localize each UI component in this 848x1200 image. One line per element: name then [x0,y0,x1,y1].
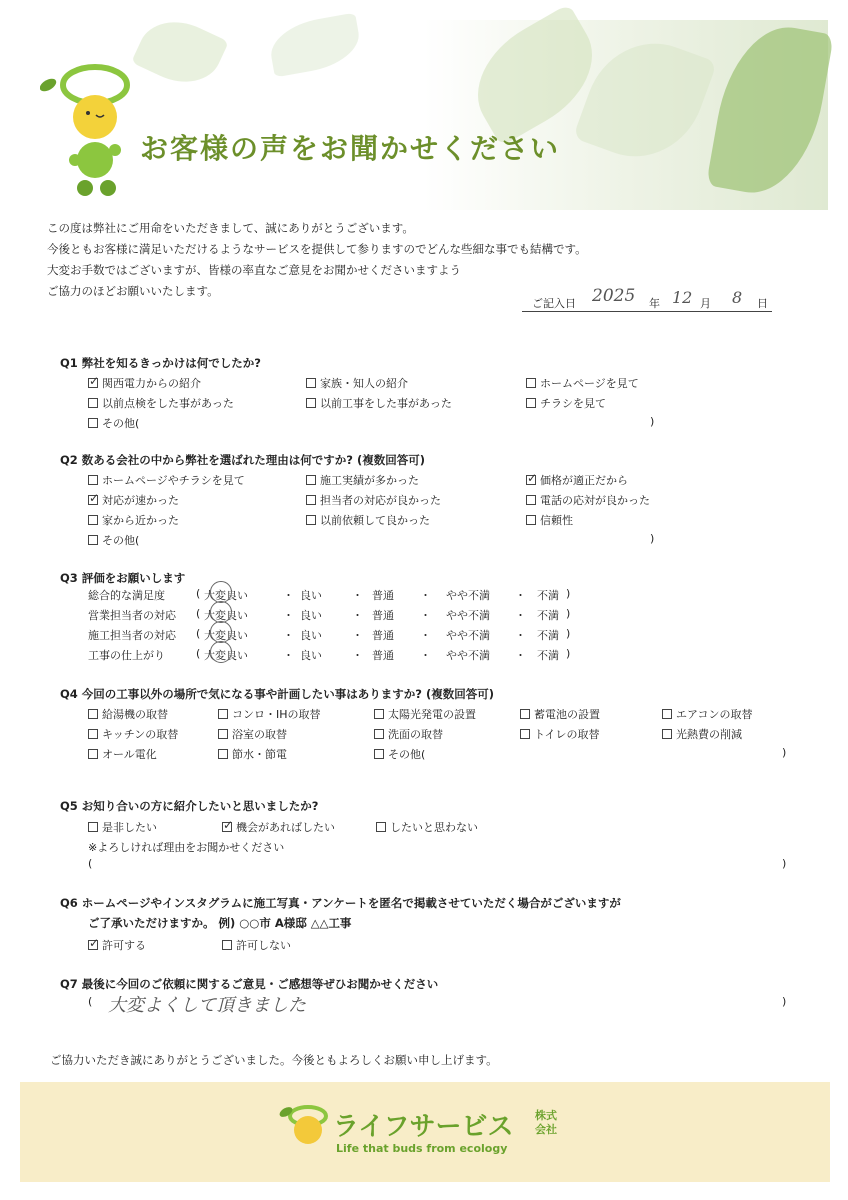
q2-option-other[interactable] [88,532,139,548]
rating-separator: ・ [352,609,363,622]
q2-option[interactable] [306,472,419,488]
rating-close-paren: ) [566,627,571,640]
option-label: 施工実績が多かった [320,474,419,487]
rating-row-label: 工事の仕上がり [88,649,165,662]
checkbox-icon[interactable] [218,729,228,739]
rating-option[interactable]: やや不満 [446,649,490,662]
option-label: 電話の応対が良かった [540,494,650,507]
date-day[interactable]: 8 [732,288,743,307]
rating-separator: ・ [283,649,294,662]
option-label: ホームページを見て [540,377,639,390]
checkbox-icon[interactable] [222,940,232,950]
rating-separator: ・ [283,589,294,602]
option-label: 関西電力からの紹介 [102,377,201,390]
option-label: 許可する [102,939,146,952]
checkbox-checked-icon[interactable] [526,475,536,485]
q2-close-paren: ) [650,532,655,545]
option-label: 蓄電池の設置 [534,708,600,721]
rating-option[interactable]: 普通 [372,589,394,602]
brand-name: ライフサービス [333,1112,514,1142]
date-label: ご記入日 [532,297,576,310]
rating-option[interactable]: 大変良い [204,589,248,602]
rating-circle-mark [210,621,232,643]
checkbox-icon[interactable] [662,729,672,739]
rating-circle-mark [210,581,232,603]
checkbox-checked-icon[interactable] [222,822,232,832]
date-month-unit: 月 [700,297,711,310]
q2-option[interactable] [306,512,430,528]
q2-option[interactable] [88,492,179,508]
q1-option[interactable] [526,375,639,391]
q1-option[interactable] [306,395,452,411]
q4-option[interactable] [218,726,287,742]
rating-close-paren: ) [566,587,571,600]
option-label: オール電化 [102,748,157,761]
checkbox-checked-icon[interactable] [88,940,98,950]
date-year-unit: 年 [649,297,660,310]
q5-open-paren: ( [88,857,93,870]
intro-line: 今後ともお客様に満足いただけるようなサービスを提供して参りますのでどんな些細な事でも結構です。 [47,242,587,256]
rating-option[interactable]: やや不満 [446,589,490,602]
rating-separator: ・ [283,629,294,642]
checkbox-icon[interactable] [526,495,536,505]
rating-option[interactable]: 普通 [372,649,394,662]
rating-option[interactable]: やや不満 [446,609,490,622]
q2-option[interactable] [306,492,441,508]
q4-option[interactable] [88,706,168,722]
rating-option[interactable]: 不満 [537,609,559,622]
option-label: ホームページやチラシを見て [102,474,245,487]
option-label: 太陽光発電の設置 [388,708,476,721]
q4-option[interactable] [520,726,599,742]
rating-separator: ・ [515,589,526,602]
option-label: その他( [388,748,426,761]
q1-option[interactable] [88,375,201,391]
checkbox-icon[interactable] [376,822,386,832]
checkbox-icon[interactable] [520,709,530,719]
option-label: 是非したい [102,821,157,834]
option-label: 許可しない [236,939,291,952]
q5-option[interactable] [88,819,157,835]
q5-close-paren: ) [782,857,787,870]
option-label: チラシを見て [540,397,606,410]
intro-line: この度は弊社にご用命をいただきまして、誠にありがとうございます。 [47,221,414,235]
rating-separator: ・ [420,609,431,622]
option-label: 給湯機の取替 [102,708,168,721]
rating-option[interactable]: 良い [300,609,322,622]
q4-option[interactable] [662,726,742,742]
checkbox-icon[interactable] [374,709,384,719]
checkbox-icon[interactable] [218,749,228,759]
checkbox-icon[interactable] [88,709,98,719]
q4-option[interactable] [520,706,600,722]
q7-close-paren: ) [782,995,787,1008]
checkbox-icon[interactable] [218,709,228,719]
q4-option[interactable] [88,746,157,762]
checkbox-icon[interactable] [88,535,98,545]
q7-question: Q7 最後に今回のご依頼に関するご意見・ご感想等ぜひお聞かせください [60,977,439,991]
q5-reason-field[interactable] [100,855,775,871]
checkbox-icon[interactable] [374,749,384,759]
option-label: コンロ・IHの取替 [232,708,321,721]
q3-question: Q3 評価をお願いします [60,571,186,585]
q1-option[interactable] [88,395,234,411]
checkbox-icon[interactable] [88,418,98,428]
q1-question: Q1 弊社を知るきっかけは何でしたか? [60,356,261,370]
checkbox-icon[interactable] [88,515,98,525]
q4-question: Q4 今回の工事以外の場所で気になる事や計画したい事はありますか? (複数回答可) [60,687,494,701]
q4-option[interactable] [374,706,476,722]
closing-text: ご協力いただき誠にありがとうございました。今後ともよろしくお願い申し上げます。 [50,1053,498,1067]
date-year[interactable]: 2025 [592,286,636,306]
rating-option[interactable]: 良い [300,589,322,602]
checkbox-icon[interactable] [306,475,316,485]
brand-suffix: 会社 [535,1123,557,1136]
brand-logo-icon [278,1098,330,1150]
rating-option[interactable]: 大変良い [204,649,248,662]
q4-option[interactable] [374,726,443,742]
page-title: お客様の声をお聞かせください [140,132,561,165]
checkbox-icon[interactable] [88,475,98,485]
rating-option[interactable]: 良い [300,629,322,642]
q5-question: Q5 お知り合いの方に紹介したいと思いましたか? [60,799,319,813]
rating-option[interactable]: 普通 [372,629,394,642]
option-label: エアコンの取替 [676,708,753,721]
q5-note: ※よろしければ理由をお聞かせください [88,841,285,854]
q1-close-paren: ) [650,415,655,428]
q6-option[interactable] [222,937,291,953]
q1-option[interactable] [306,375,408,391]
option-label: 家族・知人の紹介 [320,377,408,390]
option-label: キッチンの取替 [102,728,179,741]
date-month[interactable]: 12 [672,288,693,307]
q5-option[interactable] [376,819,478,835]
option-label: 以前工事をした事があった [320,397,452,410]
option-label: 光熱費の削減 [676,728,742,741]
checkbox-icon[interactable] [88,749,98,759]
q4-option[interactable] [662,706,752,722]
option-label: 担当者の対応が良かった [320,494,441,507]
option-label: 洗面の取替 [388,728,443,741]
option-label: その他( [102,534,140,547]
rating-separator: ・ [420,629,431,642]
date-line [522,286,772,312]
q4-option[interactable] [88,726,178,742]
checkbox-icon[interactable] [526,378,536,388]
q4-option-other[interactable] [374,746,425,762]
q5-option[interactable] [222,819,335,835]
rating-circle-mark [210,641,232,663]
q4-option[interactable] [218,706,321,722]
q6-option[interactable] [88,937,146,953]
checkbox-checked-icon[interactable] [88,495,98,505]
rating-separator: ・ [352,589,363,602]
q2-option[interactable] [526,472,628,488]
rating-option[interactable]: 普通 [372,609,394,622]
rating-option[interactable]: 大変良い [204,609,248,622]
option-label: 信頼性 [540,514,573,527]
rating-option[interactable]: 不満 [537,589,559,602]
option-label: 以前点検をした事があった [102,397,234,410]
rating-open-paren: ( [196,627,201,640]
option-label: 対応が速かった [102,494,179,507]
checkbox-icon[interactable] [526,515,536,525]
checkbox-icon[interactable] [374,729,384,739]
rating-option[interactable]: 大変良い [204,629,248,642]
intro-line: 大変お手数ではございますが、皆様の率直なご意見をお聞かせくださいますよう [47,263,461,277]
rating-separator: ・ [283,609,294,622]
rating-separator: ・ [515,609,526,622]
checkbox-icon[interactable] [306,378,316,388]
rating-separator: ・ [352,629,363,642]
q6-question: Q6 ホームページやインスタグラムに施工写真・アンケートを匿名で掲載させていただく場合がございますが [60,896,621,910]
q2-option[interactable] [526,512,573,528]
brand-tagline: Life that buds from ecology [336,1142,508,1155]
checkbox-icon[interactable] [306,398,316,408]
rating-circle-mark [210,601,232,623]
q1-option[interactable] [526,395,606,411]
checkbox-icon[interactable] [526,398,536,408]
rating-separator: ・ [515,649,526,662]
rating-close-paren: ) [566,607,571,620]
rating-option[interactable]: 不満 [537,649,559,662]
q7-open-paren: ( [88,995,93,1008]
option-label: 価格が適正だから [540,474,628,487]
q6-question-line2: ご了承いただけますか。 例) ○○市 A様邸 △△工事 [88,916,352,930]
intro-text [47,218,587,302]
option-label: その他( [102,417,140,430]
mascot-logo [40,55,135,200]
date-day-unit: 日 [757,297,768,310]
checkbox-icon[interactable] [520,729,530,739]
rating-option[interactable]: 不満 [537,629,559,642]
q2-question: Q2 数ある会社の中から弊社を選ばれた理由は何ですか? (複数回答可) [60,453,425,467]
checkbox-icon[interactable] [662,709,672,719]
rating-close-paren: ) [566,647,571,660]
option-label: 節水・節電 [232,748,287,761]
q2-option[interactable] [88,512,179,528]
brand-suffix: 株式 [535,1109,557,1122]
rating-open-paren: ( [196,607,201,620]
checkbox-icon[interactable] [88,822,98,832]
q2-option[interactable] [88,472,245,488]
rating-option[interactable]: 良い [300,649,322,662]
rating-open-paren: ( [196,587,201,600]
q2-option[interactable] [526,492,650,508]
rating-row-label: 営業担当者の対応 [88,609,176,622]
checkbox-icon[interactable] [88,398,98,408]
option-label: トイレの取替 [534,728,600,741]
option-label: 機会があればしたい [236,821,335,834]
checkbox-icon[interactable] [306,515,316,525]
q4-option[interactable] [218,746,287,762]
rating-open-paren: ( [196,647,201,660]
option-label: 家から近かった [102,514,179,527]
rating-separator: ・ [420,649,431,662]
option-label: 浴室の取替 [232,728,287,741]
intro-line: ご協力のほどお願いいたします。 [47,284,219,298]
checkbox-icon[interactable] [88,729,98,739]
q1-option-other[interactable] [88,415,139,431]
rating-separator: ・ [515,629,526,642]
rating-row-label: 総合的な満足度 [88,589,165,602]
rating-separator: ・ [352,649,363,662]
rating-row-label: 施工担当者の対応 [88,629,176,642]
option-label: したいと思わない [390,821,478,834]
q4-close-paren: ) [782,746,787,759]
q7-answer-handwritten[interactable]: 大変よくして頂きました [108,995,306,1016]
rating-separator: ・ [420,589,431,602]
rating-option[interactable]: やや不満 [446,629,490,642]
checkbox-icon[interactable] [306,495,316,505]
option-label: 以前依頼して良かった [320,514,430,527]
checkbox-checked-icon[interactable] [88,378,98,388]
